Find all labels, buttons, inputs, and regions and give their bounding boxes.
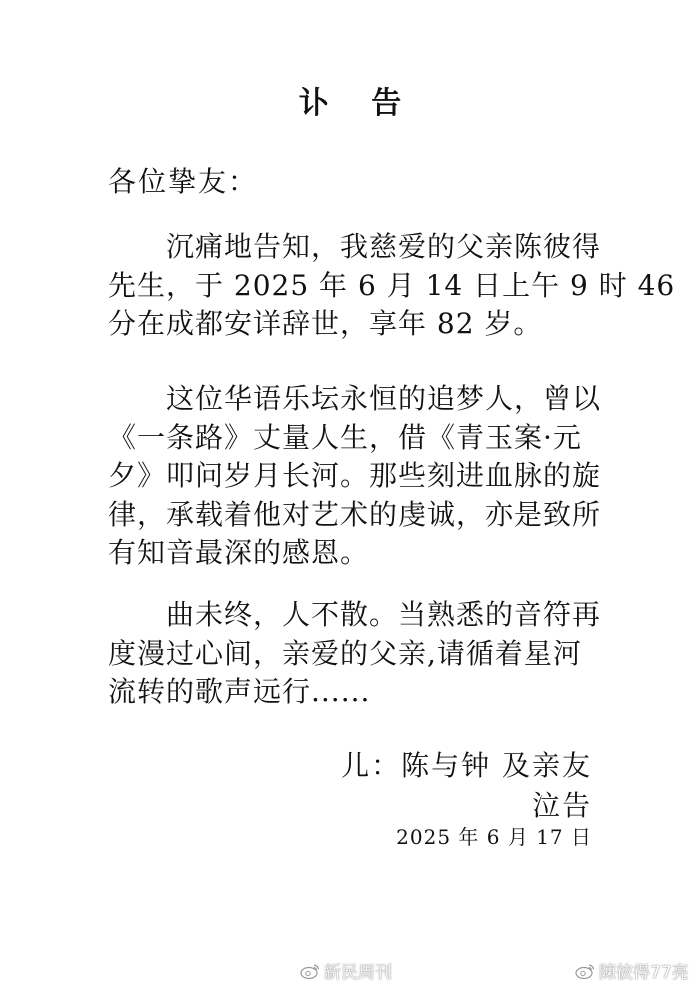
paragraph-line: 夕》叩问岁月长河。那些刻进血脉的旋 xyxy=(108,459,602,492)
watermark-left xyxy=(300,958,392,983)
paragraph-line: 律，承载着他对艺术的虔诚，亦是致所 xyxy=(108,497,602,531)
weibo-icon xyxy=(575,963,595,979)
paragraph-line: 有知音最深的感恩。 xyxy=(108,536,370,569)
paragraph-line: 曲未终，人不散。当熟悉的音符再 xyxy=(108,598,602,631)
paragraph-line: 分在成都安详辞世，享年 82 岁。 xyxy=(108,307,543,340)
paragraph-line: 度漫过心间，亲爱的父亲,请循着星河 xyxy=(108,636,582,670)
salutation: 各位挚友： xyxy=(108,165,259,198)
signature-suffix: 泣告 xyxy=(531,789,592,822)
paragraph-3 xyxy=(108,596,602,712)
watermark-text: 陳彼得77亮 xyxy=(599,963,689,983)
paragraph-line: 沉痛地告知，我慈爱的父亲陈彼得 xyxy=(108,230,602,263)
signature: 儿：陈与钟 及亲友 xyxy=(341,749,592,782)
document-date: 2025 年 6 月 17 日 xyxy=(396,825,592,849)
document-title: 讣 告 xyxy=(298,86,418,121)
paragraph-2 xyxy=(108,380,602,573)
watermark-text: 新民周刊 xyxy=(324,963,392,983)
paragraph-1 xyxy=(108,228,676,344)
weibo-icon xyxy=(300,963,320,979)
paragraph-line: 流转的歌声远行...... xyxy=(108,675,371,708)
watermark-right xyxy=(575,958,689,983)
paragraph-line: 《一条路》丈量人生，借《青玉案·元 xyxy=(108,420,582,454)
paragraph-line: 先生，于 2025 年 6 月 14 日上午 9 时 46 xyxy=(108,268,676,302)
paragraph-line: 这位华语乐坛永恒的追梦人，曾以 xyxy=(108,382,602,415)
